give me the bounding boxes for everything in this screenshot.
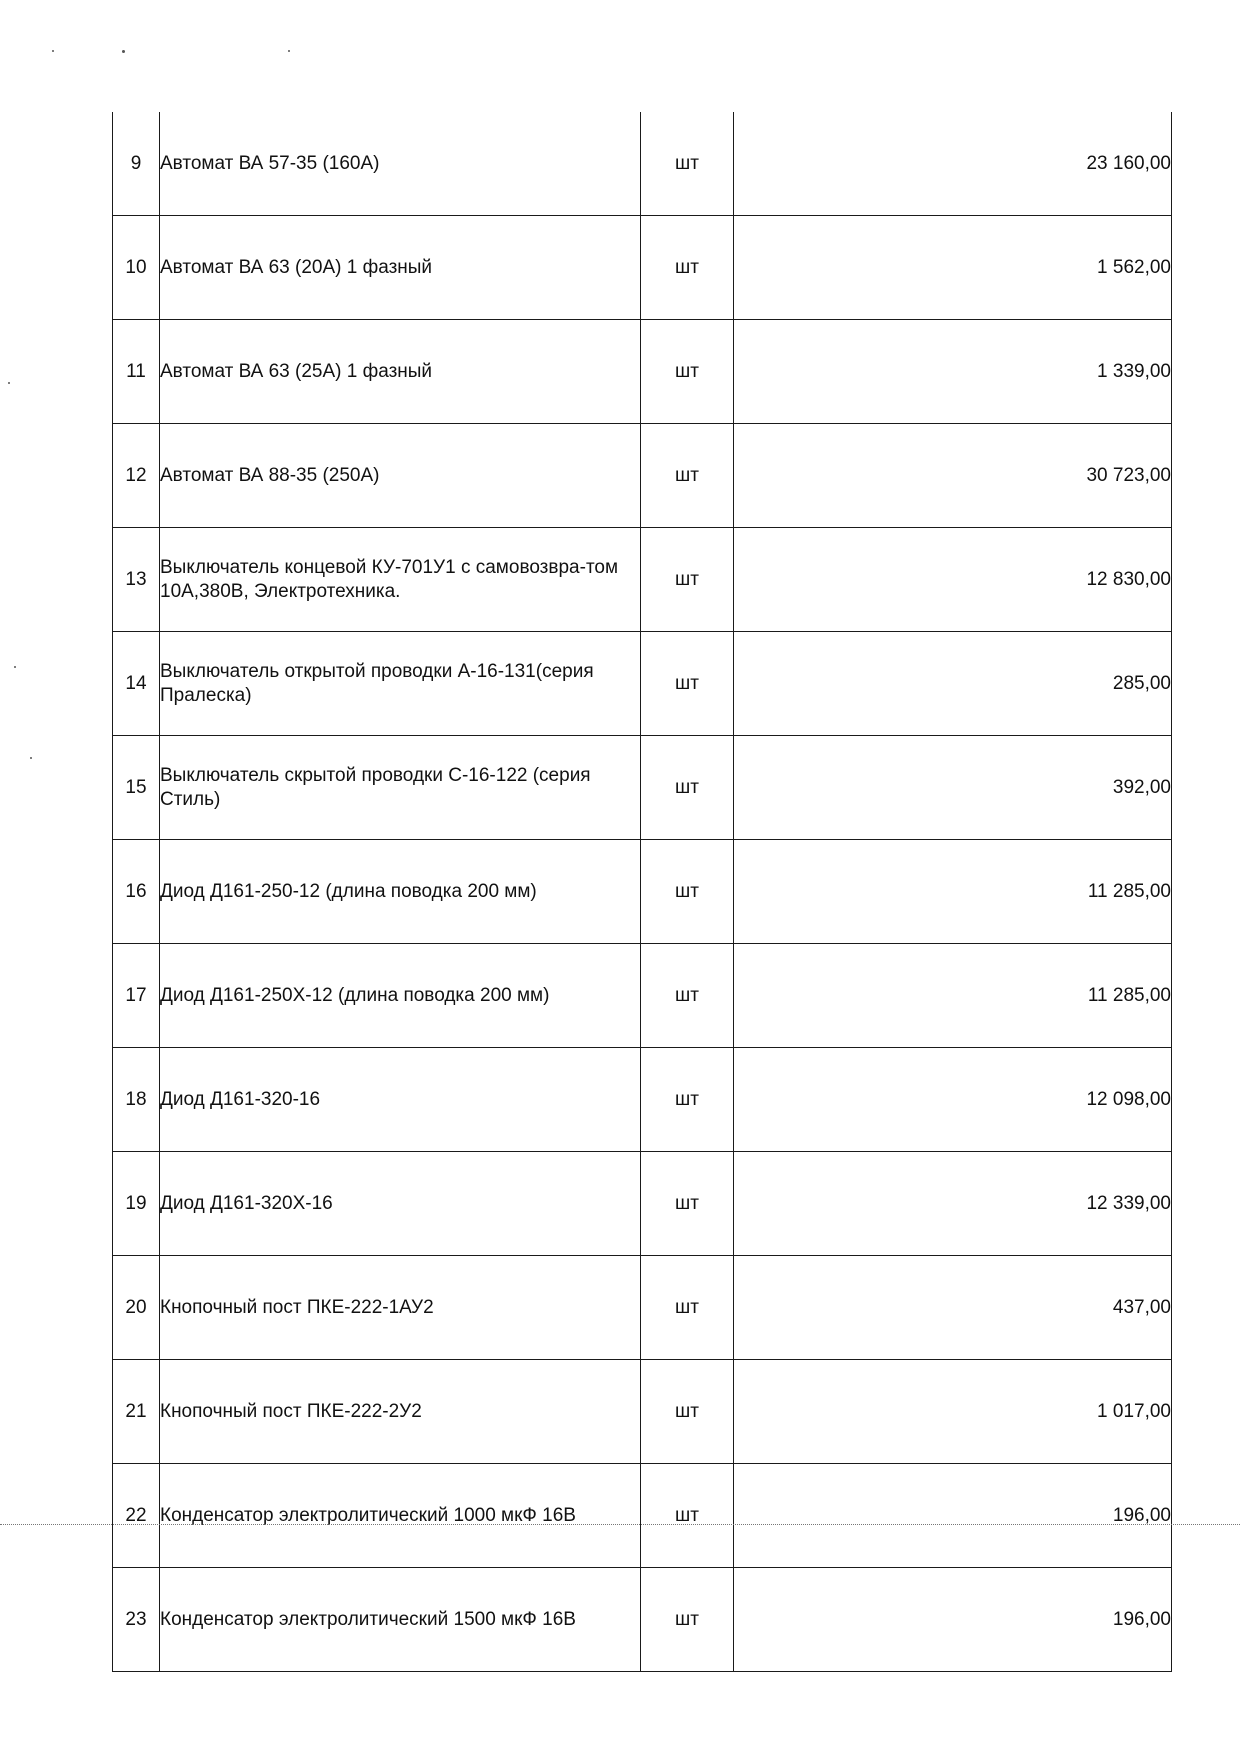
unit-cell: шт: [641, 1568, 734, 1672]
item-name-cell: Диод Д161-250-12 (длина поводка 200 мм): [160, 840, 641, 944]
table-row: [113, 1048, 1172, 1152]
row-number-cell: 22: [113, 1464, 160, 1568]
scan-speck: [52, 50, 54, 52]
item-name-cell: Кнопочный пост ПКЕ-222-1АУ2: [160, 1256, 641, 1360]
table-row: [113, 424, 1172, 528]
price-cell: 1 339,00: [734, 320, 1172, 424]
unit-cell: шт: [641, 944, 734, 1048]
price-cell: 1 562,00: [734, 216, 1172, 320]
row-number-cell: 23: [113, 1568, 160, 1672]
item-name-cell: Автомат ВА 57-35 (160А): [160, 112, 641, 216]
scan-speck: [30, 757, 32, 759]
item-name-cell: Автомат ВА 63 (25А) 1 фазный: [160, 320, 641, 424]
price-cell: 12 098,00: [734, 1048, 1172, 1152]
item-name-cell: Автомат ВА 88-35 (250А): [160, 424, 641, 528]
price-cell: 437,00: [734, 1256, 1172, 1360]
table-row: [113, 1464, 1172, 1568]
item-name-cell: Автомат ВА 63 (20А) 1 фазный: [160, 216, 641, 320]
row-number-cell: 10: [113, 216, 160, 320]
price-cell: 12 830,00: [734, 528, 1172, 632]
table-row: [113, 216, 1172, 320]
item-name-cell: Диод Д161-250Х-12 (длина поводка 200 мм): [160, 944, 641, 1048]
table-row: [113, 528, 1172, 632]
item-name-cell: Выключатель концевой КУ-701У1 с самовозвра-том 10А,380В, Электротехника.: [160, 528, 641, 632]
unit-cell: шт: [641, 528, 734, 632]
scan-speck: [14, 666, 16, 668]
scan-speck: [122, 50, 125, 53]
unit-cell: шт: [641, 424, 734, 528]
unit-cell: шт: [641, 1464, 734, 1568]
item-name-cell: Выключатель скрытой проводки С-16-122 (серия Стиль): [160, 736, 641, 840]
price-cell: 23 160,00: [734, 112, 1172, 216]
price-cell: 11 285,00: [734, 840, 1172, 944]
item-name-cell: Диод Д161-320-16: [160, 1048, 641, 1152]
row-number-cell: 17: [113, 944, 160, 1048]
row-number-cell: 16: [113, 840, 160, 944]
row-number-cell: 12: [113, 424, 160, 528]
unit-cell: шт: [641, 840, 734, 944]
price-cell: 11 285,00: [734, 944, 1172, 1048]
row-number-cell: 18: [113, 1048, 160, 1152]
row-number-cell: 15: [113, 736, 160, 840]
unit-cell: шт: [641, 736, 734, 840]
unit-cell: шт: [641, 216, 734, 320]
price-cell: 196,00: [734, 1464, 1172, 1568]
price-table: [112, 112, 1172, 1672]
unit-cell: шт: [641, 112, 734, 216]
row-number-cell: 19: [113, 1152, 160, 1256]
scan-speck: [8, 382, 10, 384]
unit-cell: шт: [641, 1048, 734, 1152]
scan-artifact-line: [0, 1524, 1240, 1525]
table-row: [113, 320, 1172, 424]
unit-cell: шт: [641, 632, 734, 736]
unit-cell: шт: [641, 1360, 734, 1464]
table-row: [113, 944, 1172, 1048]
row-number-cell: 21: [113, 1360, 160, 1464]
price-cell: 392,00: [734, 736, 1172, 840]
row-number-cell: 11: [113, 320, 160, 424]
price-cell: 196,00: [734, 1568, 1172, 1672]
row-number-cell: 14: [113, 632, 160, 736]
row-number-cell: 13: [113, 528, 160, 632]
unit-cell: шт: [641, 1256, 734, 1360]
item-name-cell: Выключатель открытой проводки А-16-131(серия Пралеска): [160, 632, 641, 736]
unit-cell: шт: [641, 320, 734, 424]
price-cell: 30 723,00: [734, 424, 1172, 528]
item-name-cell: Конденсатор электролитический 1000 мкФ 16В: [160, 1464, 641, 1568]
table-row: [113, 1360, 1172, 1464]
row-number-cell: 9: [113, 112, 160, 216]
scan-speck: [288, 50, 290, 52]
row-number-cell: 20: [113, 1256, 160, 1360]
table-row: [113, 632, 1172, 736]
table-row: [113, 1568, 1172, 1672]
table-row: [113, 736, 1172, 840]
table-row: [113, 1152, 1172, 1256]
price-cell: 12 339,00: [734, 1152, 1172, 1256]
table-row: [113, 840, 1172, 944]
item-name-cell: Кнопочный пост ПКЕ-222-2У2: [160, 1360, 641, 1464]
price-cell: 285,00: [734, 632, 1172, 736]
item-name-cell: Конденсатор электролитический 1500 мкФ 16В: [160, 1568, 641, 1672]
item-name-cell: Диод Д161-320Х-16: [160, 1152, 641, 1256]
table-row: [113, 112, 1172, 216]
unit-cell: шт: [641, 1152, 734, 1256]
table-row: [113, 1256, 1172, 1360]
price-cell: 1 017,00: [734, 1360, 1172, 1464]
